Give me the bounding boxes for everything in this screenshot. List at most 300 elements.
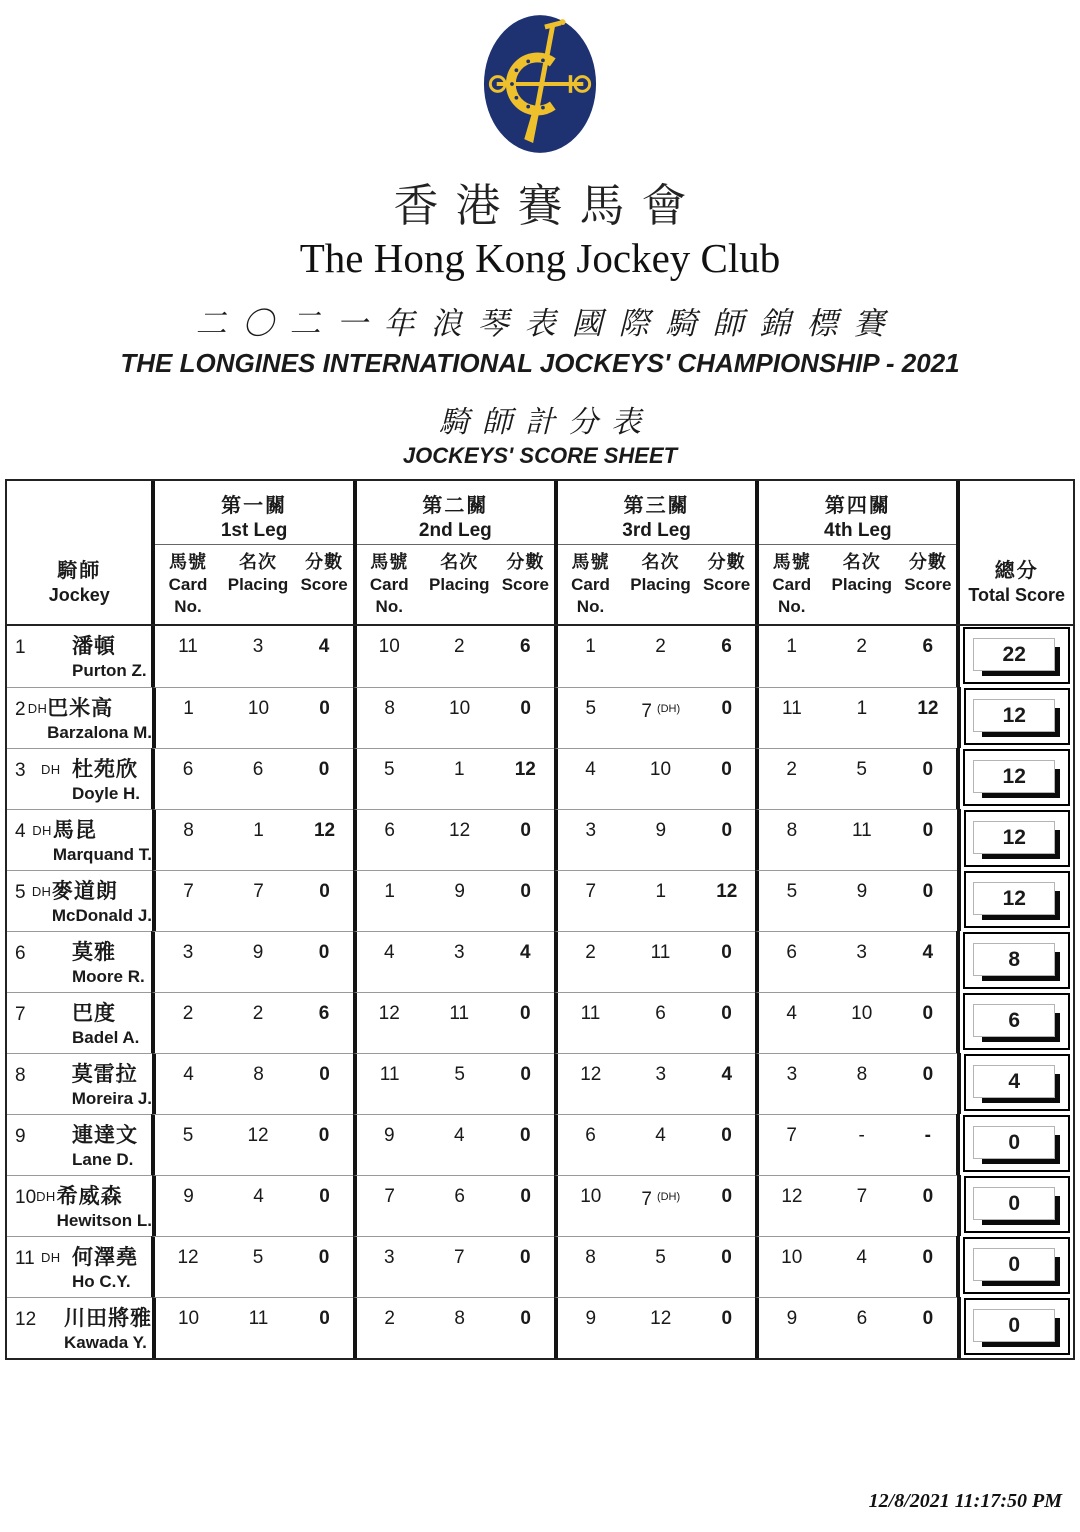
jockey-name-english: Lane D. [72, 1150, 134, 1169]
card-no-value: 12 [580, 1064, 602, 1085]
jockey-column-header [7, 481, 151, 624]
card-no-value: 1 [183, 698, 194, 719]
placing-value: 5 [655, 1247, 666, 1268]
total-score-box: 0 [973, 1309, 1055, 1342]
leg-title-english: 1st Leg [220, 520, 288, 541]
card-no-value: 3 [786, 1064, 798, 1085]
dh-badge [41, 1062, 72, 1114]
jockey-name-chinese: 麥道朗 [51, 880, 118, 903]
dead-heat-note: (DH) [653, 1191, 681, 1203]
column-subheader [899, 551, 956, 618]
total-score-cell [956, 626, 1073, 687]
rank-number: 4 [15, 821, 26, 842]
column-subheader [558, 551, 623, 618]
card-no-value: 5 [383, 759, 395, 780]
total-score-cell [956, 1114, 1073, 1175]
jockey-row [7, 992, 1073, 1053]
column-subheader [357, 551, 422, 618]
leg-1-result-cell [151, 1114, 352, 1175]
subheader-english: Placing [429, 574, 490, 594]
card-no-value: 2 [182, 1003, 194, 1024]
leg-3-result-cell [554, 870, 755, 931]
score-value: 4 [318, 636, 330, 657]
score-value: 0 [318, 942, 330, 963]
subheader-english: Score [702, 574, 751, 594]
jockey-names [72, 634, 151, 687]
subheader-chinese: 名次 [842, 551, 881, 572]
placing-value: 2 [252, 1003, 264, 1024]
leg-title-english: 3rd Leg [622, 520, 691, 541]
leg-1-result-cell [152, 870, 353, 931]
placing-value: 5 [856, 759, 867, 780]
card-no-value: 9 [786, 1308, 798, 1329]
jockey-name-chinese: 莫雅 [72, 941, 116, 964]
placing-value: 5 [454, 1064, 465, 1085]
card-no-value: 11 [178, 636, 198, 657]
subheader-english: Card No. [369, 574, 409, 616]
score-value: - [924, 1125, 931, 1146]
score-value: 6 [520, 636, 531, 657]
score-table [5, 479, 1075, 1360]
leg-1-result-cell [152, 809, 353, 870]
score-value: 0 [721, 1308, 733, 1329]
dh-badge: DH [41, 762, 61, 777]
jockey-name-chinese: 何澤堯 [72, 1246, 138, 1269]
placing-value: 5 [252, 1247, 264, 1268]
placing-value: 12 [247, 1125, 269, 1146]
placing-value: 2 [856, 636, 867, 657]
subheader-english: Card No. [168, 574, 208, 616]
card-no-value: 2 [585, 942, 596, 963]
jockey-cell [7, 1114, 151, 1175]
jockey-name-english: Hewitson L. [56, 1211, 152, 1230]
jockey-row [7, 1053, 1073, 1114]
leg-3-result-cell [554, 748, 755, 809]
leg-2-result-cell [353, 1297, 554, 1358]
total-score-frame [963, 749, 1070, 806]
column-subheader [295, 551, 352, 618]
subheader-english: Placing [630, 574, 691, 594]
leg-1-result-cell [151, 626, 352, 687]
placing-value: 6 [856, 1308, 868, 1329]
total-score-frame [964, 1298, 1071, 1355]
column-subheader [623, 551, 698, 618]
column-subheader [824, 551, 899, 618]
rank-number: 3 [15, 760, 26, 781]
score-value: 0 [319, 1308, 330, 1329]
total-score-cell [956, 931, 1073, 992]
card-no-value: 7 [585, 881, 597, 902]
rank-number: 6 [15, 943, 26, 964]
placing-value: 2 [453, 636, 465, 657]
placing-value: 12 [650, 1308, 672, 1329]
score-value: 0 [319, 881, 330, 902]
jockey-header-chinese: 騎師 [57, 560, 102, 582]
score-value: 4 [721, 1064, 733, 1085]
score-value: 4 [520, 942, 531, 963]
print-timestamp: 12/8/2021 11:17:50 PM [868, 1490, 1062, 1512]
jockey-names [72, 1001, 151, 1053]
jockey-name-chinese: 杜苑欣 [72, 758, 138, 781]
score-value: 0 [520, 820, 531, 841]
jockey-names [57, 1184, 152, 1236]
hkjc-logo-image [481, 12, 599, 156]
jockey-names [72, 1062, 152, 1114]
leg-2-result-cell [353, 1114, 554, 1175]
score-value: 0 [319, 1186, 330, 1207]
dh-badge [37, 1306, 64, 1358]
jockey-cell [7, 931, 151, 992]
card-no-value: 6 [585, 1125, 596, 1146]
total-score-box: 4 [973, 1065, 1055, 1098]
score-value: 0 [520, 1247, 531, 1268]
jockey-names [72, 940, 151, 992]
leg-1-result-cell [152, 1175, 353, 1236]
leg-2-result-cell [353, 1175, 554, 1236]
leg-title-chinese: 第三關 [623, 495, 690, 517]
leg-title [558, 481, 755, 545]
total-score-box: 0 [973, 1248, 1055, 1281]
leg-4-result-cell [755, 931, 956, 992]
jockey-names [47, 696, 152, 748]
card-no-value: 11 [379, 1064, 400, 1085]
total-score-frame [963, 627, 1070, 684]
leg-4-result-cell [755, 1114, 956, 1175]
leg-1-result-cell [152, 1053, 353, 1114]
placing-value: 4 [253, 1186, 264, 1207]
score-value: 0 [520, 1186, 531, 1207]
placing-value: 7 $^{(DH)}$ [641, 1189, 681, 1210]
card-no-value: 9 [183, 1186, 194, 1207]
sheet-title-chinese: 騎師計分表 [439, 406, 654, 439]
card-no-value: 10 [177, 1308, 200, 1329]
score-value: 0 [520, 1125, 531, 1146]
event-title-chinese: 二〇二一年浪琴表國際騎師錦標賽 [195, 306, 901, 341]
card-no-value: 3 [383, 1247, 395, 1268]
rank-number: 11 [15, 1248, 35, 1269]
jockey-cell [7, 992, 151, 1053]
leg-2-header [353, 481, 554, 624]
leg-4-result-cell [755, 626, 956, 687]
total-score-frame [963, 1115, 1070, 1172]
card-no-value: 1 [585, 636, 596, 657]
jockey-cell [7, 1297, 152, 1358]
jockey-row [7, 931, 1073, 992]
jockey-name-english: Purton Z. [72, 661, 147, 680]
card-no-value: 8 [183, 820, 194, 841]
score-value: 0 [721, 1003, 732, 1024]
card-no-value: 9 [383, 1125, 395, 1146]
placing-value: 9 [252, 942, 264, 963]
rank-number: 10 [15, 1187, 37, 1208]
leg-4-result-cell [755, 748, 956, 809]
dh-badge: DH [27, 701, 48, 716]
total-score-cell [957, 1053, 1074, 1114]
subheader-chinese: 名次 [239, 551, 277, 572]
jockey-cell [7, 1236, 151, 1297]
jockey-row [7, 1297, 1073, 1358]
card-no-value: 4 [786, 1003, 797, 1024]
leg-subheaders [357, 545, 554, 623]
placing-value: 1 [453, 759, 465, 780]
subheader-chinese: 分數 [908, 551, 947, 572]
score-value: 0 [922, 1308, 934, 1329]
column-subheader [422, 551, 497, 618]
leg-4-result-cell [755, 1053, 956, 1114]
jockey-row [7, 748, 1073, 809]
score-value: 0 [318, 759, 330, 780]
total-score-frame [964, 688, 1071, 745]
jockey-names [52, 879, 152, 931]
card-no-value: 8 [585, 1247, 596, 1268]
card-no-value: 5 [786, 881, 798, 902]
column-subheader [221, 551, 296, 618]
placing-value: 10 [449, 698, 471, 719]
dh-badge: DH [36, 1189, 56, 1204]
jockey-cell [7, 1053, 152, 1114]
score-value: 0 [319, 1064, 330, 1085]
placing-value: 1 [856, 698, 868, 719]
rank-number: 12 [15, 1309, 37, 1330]
rank-number: 9 [15, 1126, 26, 1147]
card-no-value: 11 [580, 1003, 601, 1024]
leg-4-result-cell [755, 1236, 956, 1297]
leg-subheaders [759, 545, 956, 623]
placing-value: 1 [655, 881, 667, 902]
card-no-value: 8 [786, 820, 798, 841]
card-no-value: 7 [786, 1125, 797, 1146]
leg-title [759, 481, 956, 545]
column-subheader [759, 551, 824, 618]
jockey-row [7, 1175, 1073, 1236]
leg-1-result-cell [151, 992, 352, 1053]
card-no-value: 3 [585, 820, 597, 841]
jockey-names [72, 1245, 151, 1297]
leg-4-result-cell [755, 992, 956, 1053]
leg-2-result-cell [353, 1236, 554, 1297]
total-score-frame [963, 993, 1070, 1050]
leg-3-result-cell [554, 1236, 755, 1297]
placing-value: 3 [252, 636, 264, 657]
subheader-english: Placing [227, 574, 289, 594]
jockey-header-english: Jockey [48, 585, 110, 605]
score-value: 0 [721, 759, 732, 780]
column-subheader [698, 551, 755, 618]
score-value: 0 [922, 1064, 934, 1085]
card-no-value: 4 [383, 942, 395, 963]
dh-badge [41, 940, 72, 992]
leg-3-result-cell [554, 1053, 755, 1114]
placing-value: 7 [856, 1186, 868, 1207]
leg-3-result-cell [554, 931, 755, 992]
total-header-english: Total Score [968, 585, 1066, 605]
jockey-names [72, 1123, 151, 1175]
score-value: 0 [520, 1308, 531, 1329]
jockey-name-english: Moreira J. [71, 1089, 152, 1108]
placing-value: 10 [649, 759, 672, 780]
jockey-name-english: Marquand T. [52, 845, 152, 864]
total-score-cell [957, 1175, 1074, 1236]
jockey-name-chinese: 連達文 [72, 1124, 138, 1147]
jockey-row [7, 870, 1073, 931]
placing-value: 4 [655, 1125, 666, 1146]
score-value: 0 [922, 820, 934, 841]
sheet-title-english: JOCKEYS' SCORE SHEET [402, 443, 678, 468]
leg-3-result-cell [554, 626, 755, 687]
jockey-row [7, 687, 1073, 748]
leg-3-result-cell [554, 1297, 755, 1358]
rank-number: 1 [15, 637, 26, 658]
total-score-frame [964, 871, 1071, 928]
jockey-name-english: Kawada Y. [64, 1333, 147, 1352]
rank-number: 7 [15, 1004, 26, 1025]
table-header-row [7, 481, 1073, 626]
score-value: 0 [520, 1064, 531, 1085]
jockey-row [7, 1114, 1073, 1175]
total-score-cell [957, 809, 1074, 870]
total-score-box: 12 [973, 882, 1055, 915]
subheader-english: Card No. [571, 574, 610, 616]
score-value: 0 [318, 1125, 330, 1146]
hkjc-logo [0, 0, 1080, 161]
leg-2-result-cell [353, 687, 554, 748]
jockey-cell [7, 748, 151, 809]
card-no-value: 12 [781, 1186, 803, 1207]
placing-value: 6 [252, 759, 264, 780]
dh-badge [41, 1123, 72, 1175]
jockey-row [7, 809, 1073, 870]
leg-title [357, 481, 554, 545]
leg-3-result-cell [554, 1175, 755, 1236]
column-subheader [497, 551, 554, 618]
jockey-name-chinese: 巴米高 [47, 697, 114, 720]
subheader-chinese: 馬號 [571, 551, 610, 572]
score-value: 6 [922, 636, 934, 657]
score-value: 0 [319, 698, 330, 719]
score-value: 0 [922, 1186, 934, 1207]
jockey-cell [7, 626, 151, 687]
document-header [0, 0, 1080, 469]
placing-value: 6 [655, 1003, 666, 1024]
score-value: 0 [721, 1247, 732, 1268]
card-no-value: 6 [786, 942, 797, 963]
score-value: 6 [318, 1003, 330, 1024]
jockey-cell [7, 870, 152, 931]
placing-value: 4 [856, 1247, 867, 1268]
card-no-value: 4 [183, 1064, 194, 1085]
leg-2-result-cell [353, 809, 554, 870]
placing-value: 7 [453, 1247, 465, 1268]
subheader-chinese: 馬號 [168, 551, 207, 572]
total-score-frame [963, 1237, 1070, 1294]
leg-1-result-cell [151, 748, 352, 809]
leg-4-result-cell [755, 1175, 956, 1236]
card-no-value: 6 [384, 820, 395, 841]
subheader-english: Score [904, 574, 952, 594]
score-value: 0 [721, 1186, 733, 1207]
subheader-chinese: 分數 [707, 551, 746, 572]
card-no-value: 3 [182, 942, 194, 963]
jockey-cell [7, 1175, 152, 1236]
card-no-value: 2 [786, 759, 797, 780]
card-no-value: 11 [782, 698, 802, 719]
leg-3-header [554, 481, 755, 624]
placing-value: 7 [253, 881, 264, 902]
column-subheader [155, 551, 220, 618]
dh-badge: DH [32, 823, 52, 838]
jockey-row [7, 1236, 1073, 1297]
card-no-value: 10 [781, 1247, 803, 1268]
leg-title-chinese: 第一關 [221, 495, 288, 517]
leg-1-result-cell [152, 687, 353, 748]
jockey-names [64, 1306, 152, 1358]
score-value: 0 [721, 1125, 732, 1146]
card-no-value: 5 [182, 1125, 194, 1146]
placing-value: 8 [454, 1308, 465, 1329]
card-no-value: 7 [384, 1186, 395, 1207]
jockey-name-chinese: 川田將雅 [64, 1307, 152, 1330]
total-score-cell [957, 1297, 1074, 1358]
total-header-chinese: 總分 [994, 560, 1039, 582]
score-value: 12 [313, 820, 336, 841]
jockey-name-english: Badel A. [72, 1028, 140, 1047]
total-score-box: 12 [973, 760, 1055, 793]
leg-2-result-cell [353, 1053, 554, 1114]
score-value: 12 [716, 881, 738, 902]
placing-value: 4 [453, 1125, 465, 1146]
jockey-name-english: Doyle H. [72, 784, 141, 803]
table-body [7, 626, 1073, 1358]
score-value: 0 [922, 1247, 934, 1268]
subheader-english: Placing [831, 574, 892, 594]
jockey-name-english: Moore R. [72, 967, 145, 986]
placing-value: 1 [253, 820, 264, 841]
leg-4-result-cell [755, 687, 956, 748]
subheader-english: Score [300, 574, 348, 594]
total-score-box: 12 [973, 821, 1055, 854]
jockey-names [72, 757, 151, 809]
score-value: 0 [922, 759, 934, 780]
total-score-box: 12 [973, 699, 1055, 732]
score-value: 12 [514, 759, 536, 780]
total-score-box: 6 [973, 1004, 1055, 1037]
placing-value: 3 [655, 1064, 667, 1085]
leg-3-result-cell [554, 992, 755, 1053]
placing-value: 11 [650, 942, 671, 963]
rank-number: 8 [15, 1065, 26, 1086]
score-value: 0 [721, 942, 732, 963]
placing-value: - [858, 1125, 865, 1146]
score-value: 0 [922, 1003, 934, 1024]
leg-3-result-cell [554, 1114, 755, 1175]
leg-2-result-cell [353, 992, 554, 1053]
total-score-box: 22 [973, 638, 1055, 671]
score-value: 0 [520, 881, 531, 902]
leg-title-chinese: 第二關 [422, 495, 489, 517]
leg-3-result-cell [554, 687, 755, 748]
club-name-chinese: 香港賽馬會 [393, 180, 704, 231]
score-value: 0 [922, 881, 934, 902]
total-score-box: 0 [973, 1126, 1055, 1159]
card-no-value: 2 [384, 1308, 395, 1329]
jockey-cell [7, 809, 152, 870]
leg-2-result-cell [353, 626, 554, 687]
leg-1-header [151, 481, 352, 624]
card-no-value: 6 [182, 759, 194, 780]
placing-value: 3 [453, 942, 465, 963]
score-value: 12 [917, 698, 939, 719]
leg-4-result-cell [755, 870, 956, 931]
